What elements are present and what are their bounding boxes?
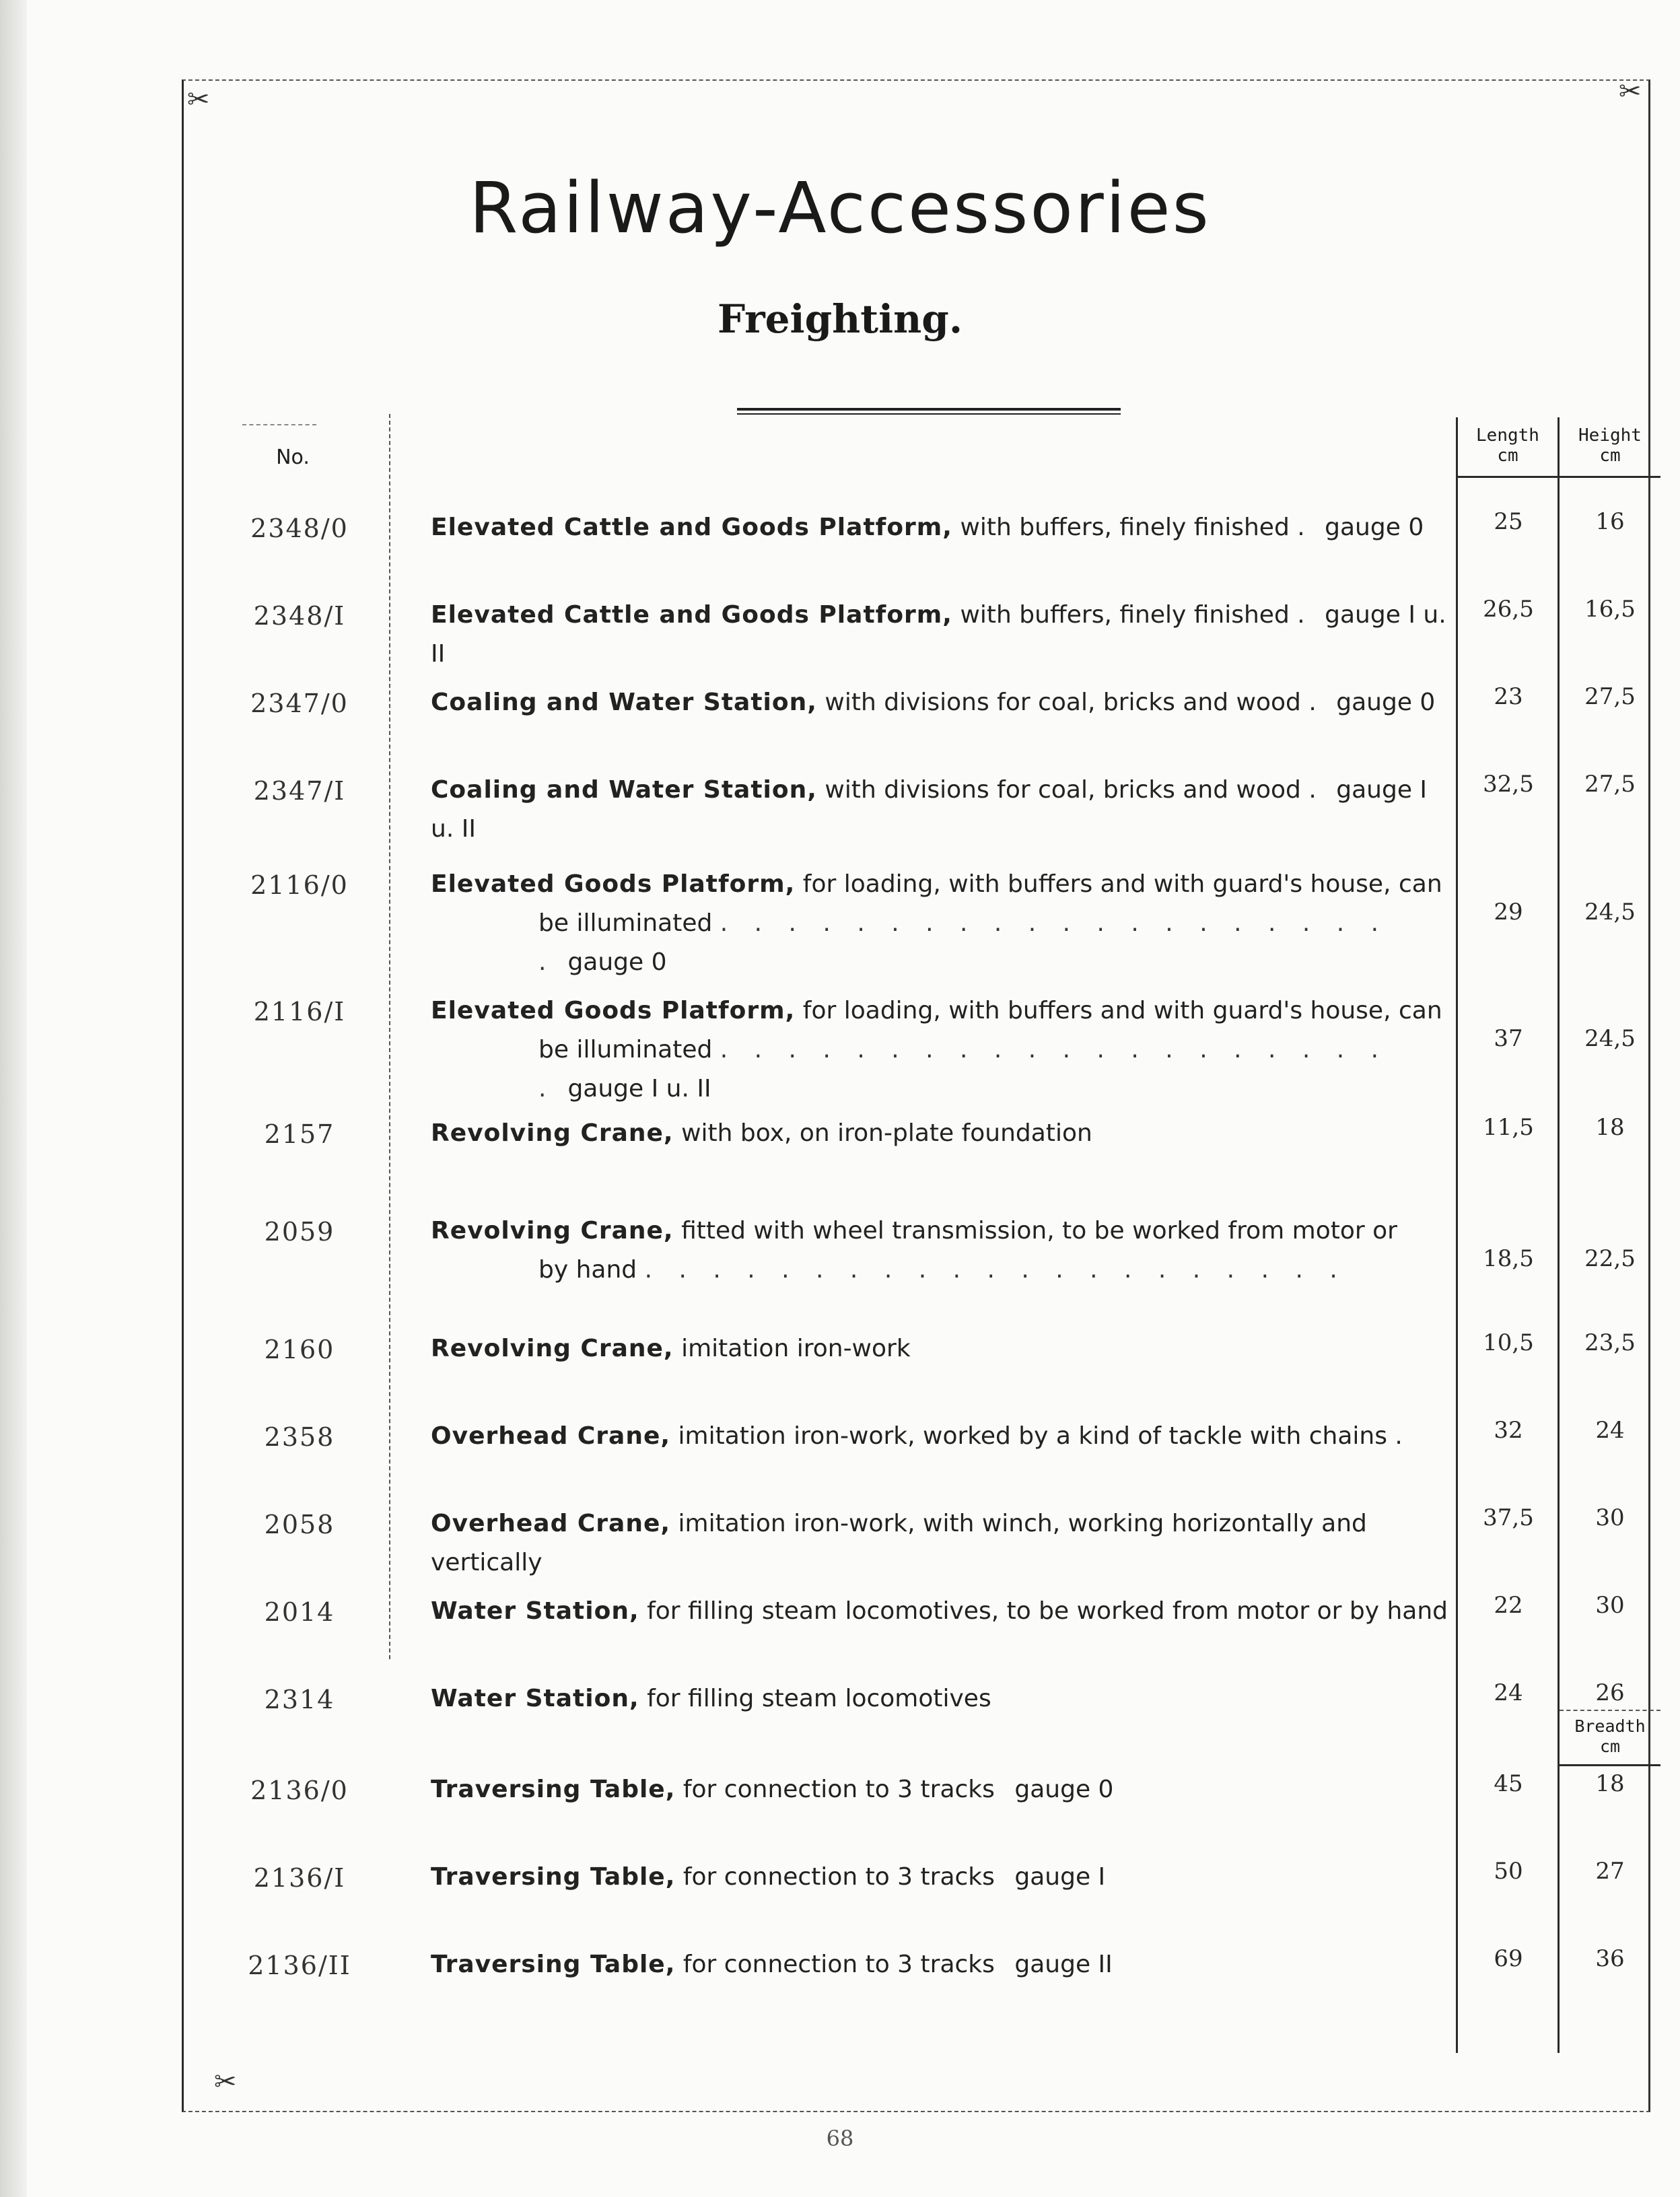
item-gauge: gauge I u. II [567,1075,711,1103]
item-number: 2116/I [253,997,346,1026]
item-description [431,1945,1454,1984]
item-number: 2347/I [253,776,346,806]
item-height: 16,5 [1584,596,1636,623]
item-length: 69 [1494,1945,1523,1972]
item-height: 27,5 [1584,683,1636,710]
item-description [431,865,1454,982]
item-name: Elevated Goods Platform, [431,870,796,898]
item-height: 22,5 [1584,1245,1636,1272]
leader-dots: . . . . . . . . . . . . . . . . . . . . . [538,909,1389,976]
page-subtitle: Freighting. [717,296,963,342]
item-length: 22 [1494,1592,1523,1619]
header-no: No. [276,446,310,469]
item-details: with buffers, finely finished . [960,514,1305,541]
header-breadth-unit: cm [1599,1737,1621,1756]
item-number: 2358 [264,1422,335,1452]
item-number: 2059 [264,1217,335,1247]
item-height: 36 [1595,1945,1625,1972]
item-details: for connection to 3 tracks [682,1951,995,1978]
item-name: Revolving Crane, [431,1119,674,1147]
item-length: 23 [1494,683,1523,710]
title-rule [737,408,1121,415]
item-details-cont: by hand [538,1256,637,1284]
item-height: 30 [1595,1504,1625,1531]
header-length [1458,419,1558,478]
item-length: 50 [1494,1858,1523,1885]
item-length: 24 [1494,1679,1523,1706]
item-details-cont: be illuminated [538,1036,713,1063]
item-details: for loading, with buffers and with guard's house, can [802,870,1442,898]
item-length: 29 [1494,899,1523,926]
item-gauge: gauge 0 [1336,689,1436,716]
item-height: 23,5 [1584,1329,1636,1356]
item-name: Overhead Crane, [431,1510,671,1537]
item-gauge: gauge II [1014,1951,1113,1978]
item-height: 27 [1595,1858,1625,1885]
item-height: 26 [1595,1679,1625,1706]
item-description [431,1504,1454,1582]
item-description [431,1329,1454,1368]
item-details: for filling steam locomotives [647,1685,991,1712]
header-height [1560,419,1660,478]
item-length: 26,5 [1483,596,1534,623]
item-length: 32,5 [1483,771,1534,798]
item-description [431,1770,1454,1809]
header-length-label: Length [1476,425,1539,446]
header-height-unit: cm [1599,446,1621,466]
item-number: 2136/0 [250,1776,349,1805]
page-title: Railway-Accessories [469,167,1211,249]
item-number: 2314 [264,1685,335,1714]
item-gauge: gauge I u. II [431,601,1446,668]
item-length: 37,5 [1483,1504,1534,1531]
item-name: Coaling and Water Station, [431,689,817,716]
item-name: Water Station, [431,1597,639,1625]
header-dash [242,424,316,425]
item-height: 18 [1595,1770,1625,1797]
item-name: Elevated Goods Platform, [431,997,796,1024]
item-name: Elevated Cattle and Goods Platform, [431,514,952,541]
item-details: imitation iron-work [681,1335,911,1362]
item-name: Coaling and Water Station, [431,776,817,804]
header-breadth [1560,1710,1660,1766]
item-description [431,1679,1454,1718]
item-length: 37 [1494,1025,1523,1052]
item-name: Overhead Crane, [431,1422,671,1450]
header-breadth-label: Breadth [1574,1716,1646,1736]
item-details: for connection to 3 tracks [682,1776,995,1803]
corner-ornament-icon: ✂ [214,2066,237,2097]
item-height: 16 [1595,508,1625,535]
item-name: Revolving Crane, [431,1217,674,1245]
corner-ornament-icon: ✂ [187,84,210,115]
item-number: 2116/0 [250,870,349,900]
item-description [431,1858,1454,1897]
item-number: 2058 [264,1510,335,1539]
item-details: with divisions for coal, bricks and wood . [825,776,1317,804]
item-details: fitted with wheel transmission, to be worked from motor or [681,1217,1397,1245]
page-number: 68 [826,2126,854,2151]
item-number: 2348/0 [250,514,349,543]
item-number: 2136/I [253,1863,346,1893]
leader-dots: . . . . . . . . . . . . . . . . . . . . . [644,1256,1347,1284]
item-details: for connection to 3 tracks [682,1863,995,1891]
item-gauge: gauge I u. II [431,776,1428,843]
item-height: 24 [1595,1417,1625,1444]
item-name: Water Station, [431,1685,639,1712]
item-description [431,771,1454,849]
item-name: Traversing Table, [431,1776,676,1803]
item-length: 18,5 [1483,1245,1534,1272]
item-height: 24,5 [1584,899,1636,926]
item-length: 11,5 [1483,1114,1534,1141]
header-height-label: Height [1578,425,1642,446]
item-length: 45 [1494,1770,1523,1797]
item-details-cont: be illuminated [538,909,713,937]
item-length: 25 [1494,508,1523,535]
item-length: 32 [1494,1417,1523,1444]
item-number: 2136/II [248,1951,351,1980]
column-divider [1558,417,1560,2053]
item-number: 2160 [264,1335,335,1364]
item-number: 2157 [264,1119,335,1149]
item-name: Traversing Table, [431,1863,676,1891]
leader-dots: . . . . . . . . . . . . . . . . . . . . . [538,1036,1389,1103]
item-number: 2347/0 [250,689,349,718]
item-height: 30 [1595,1592,1625,1619]
item-description [431,1417,1454,1456]
item-gauge: gauge I [1014,1863,1106,1891]
item-gauge: gauge 0 [1325,514,1424,541]
item-details: with box, on iron-plate foundation [681,1119,1092,1147]
item-name: Traversing Table, [431,1951,676,1978]
item-details: with divisions for coal, bricks and wood . [825,689,1317,716]
item-details: for filling steam locomotives, to be worked from motor or by hand [647,1597,1448,1625]
item-details: imitation iron-work, with winch, working horizontally and vertically [431,1510,1367,1576]
item-number: 2348/I [253,601,346,631]
item-name: Elevated Cattle and Goods Platform, [431,601,952,629]
item-description [431,991,1454,1109]
item-details: imitation iron-work, worked by a kind of tackle with chains . [678,1422,1403,1450]
header-length-unit: cm [1497,446,1518,466]
item-height: 24,5 [1584,1025,1636,1052]
column-divider [389,414,390,1659]
item-description [431,508,1454,547]
item-number: 2014 [264,1597,335,1627]
item-description [431,683,1454,722]
item-details: for loading, with buffers and with guard's house, can [802,997,1442,1024]
item-details: with buffers, finely finished . [960,601,1305,629]
item-description [431,1592,1454,1631]
item-description [431,1114,1454,1153]
item-description [431,1212,1454,1290]
corner-ornament-icon: ✂ [1619,76,1642,107]
item-description [431,596,1454,674]
item-gauge: gauge 0 [1014,1776,1114,1803]
column-divider [1456,417,1458,2053]
item-height: 18 [1595,1114,1625,1141]
item-height: 27,5 [1584,771,1636,798]
item-length: 10,5 [1483,1329,1534,1356]
item-name: Revolving Crane, [431,1335,674,1362]
item-gauge: gauge 0 [567,948,667,976]
